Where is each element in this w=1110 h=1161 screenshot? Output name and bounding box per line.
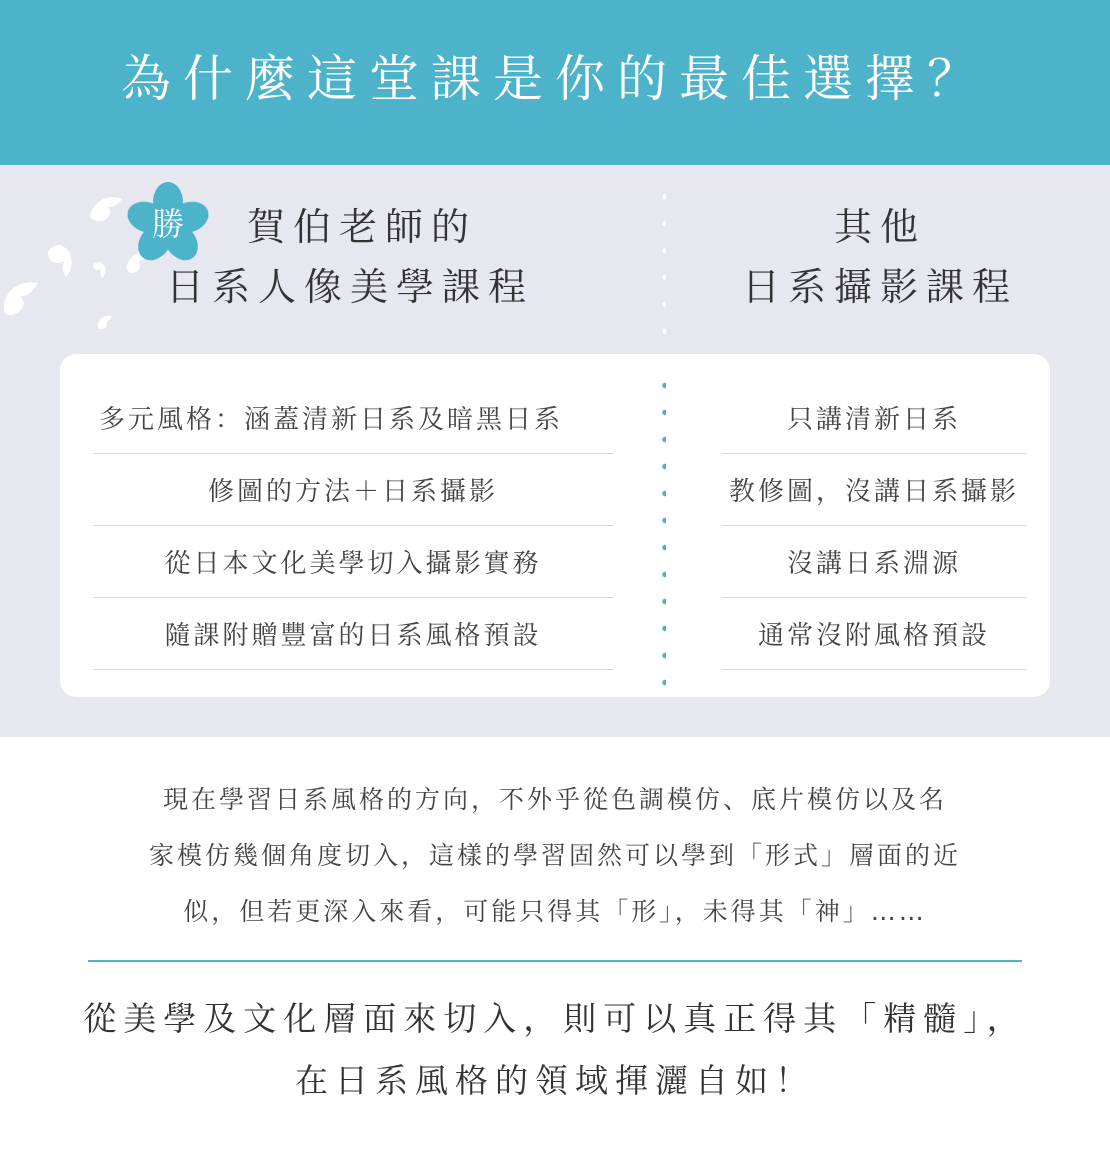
column-header-line1: 賀伯老師的 — [246, 205, 477, 249]
intro-paragraph — [90, 772, 1020, 940]
list-item: 修圖的方法＋日系攝影 — [93, 454, 613, 526]
conclusion-line: 從美學及文化層面來切入，則可以真正得其「精髓」， — [83, 999, 1027, 1038]
conclusion-line: 在日系風格的領域揮灑自如！ — [295, 1061, 815, 1100]
sakura-petal-icon — [46, 243, 76, 279]
list-item: 隨課附贈豐富的日系風格預設 — [93, 598, 613, 670]
list-item: 從日本文化美學切入攝影實務 — [93, 526, 613, 598]
comparison-card — [60, 354, 1050, 697]
sakura-petal-icon — [96, 313, 114, 331]
sakura-petal-icon — [0, 277, 40, 317]
column-header-line2: 日系人像美學課程 — [165, 265, 534, 309]
herb-course-features — [93, 382, 613, 670]
list-item: 多元風格：涵蓋清新日系及暗黑日系 — [93, 382, 613, 454]
intro-line: 現在學習日系風格的方向，不外乎從色調模仿、底片模仿以及名 — [162, 785, 947, 814]
winner-badge — [126, 180, 210, 264]
sakura-petal-icon — [92, 261, 108, 279]
list-item: 只講清新日系 — [722, 382, 1026, 454]
header-banner — [0, 0, 1110, 165]
column-divider — [662, 372, 666, 690]
list-item: 通常沒附風格預設 — [722, 598, 1026, 670]
column-header-line2: 日系攝影課程 — [741, 265, 1018, 309]
list-item: 教修圖，沒講日系攝影 — [722, 454, 1026, 526]
divider-line — [88, 960, 1022, 962]
page-title: 為什麼這堂課是你的最佳選擇？ — [121, 49, 989, 108]
other-course-features — [722, 382, 1026, 670]
intro-line: 家模仿幾個角度切入，這樣的學習固然可以學到「形式」層面的近 — [148, 841, 961, 870]
sakura-petal-icon — [88, 193, 124, 223]
column-divider — [662, 183, 666, 335]
conclusion-text — [60, 988, 1050, 1112]
intro-line: 似，但若更深入來看，可能只得其「形」，未得其「神」…… — [183, 897, 927, 926]
column-header-line1: 其他 — [833, 205, 926, 249]
badge-label: 勝 — [151, 205, 184, 243]
list-item: 沒講日系淵源 — [722, 526, 1026, 598]
column-header-other — [700, 197, 1060, 317]
